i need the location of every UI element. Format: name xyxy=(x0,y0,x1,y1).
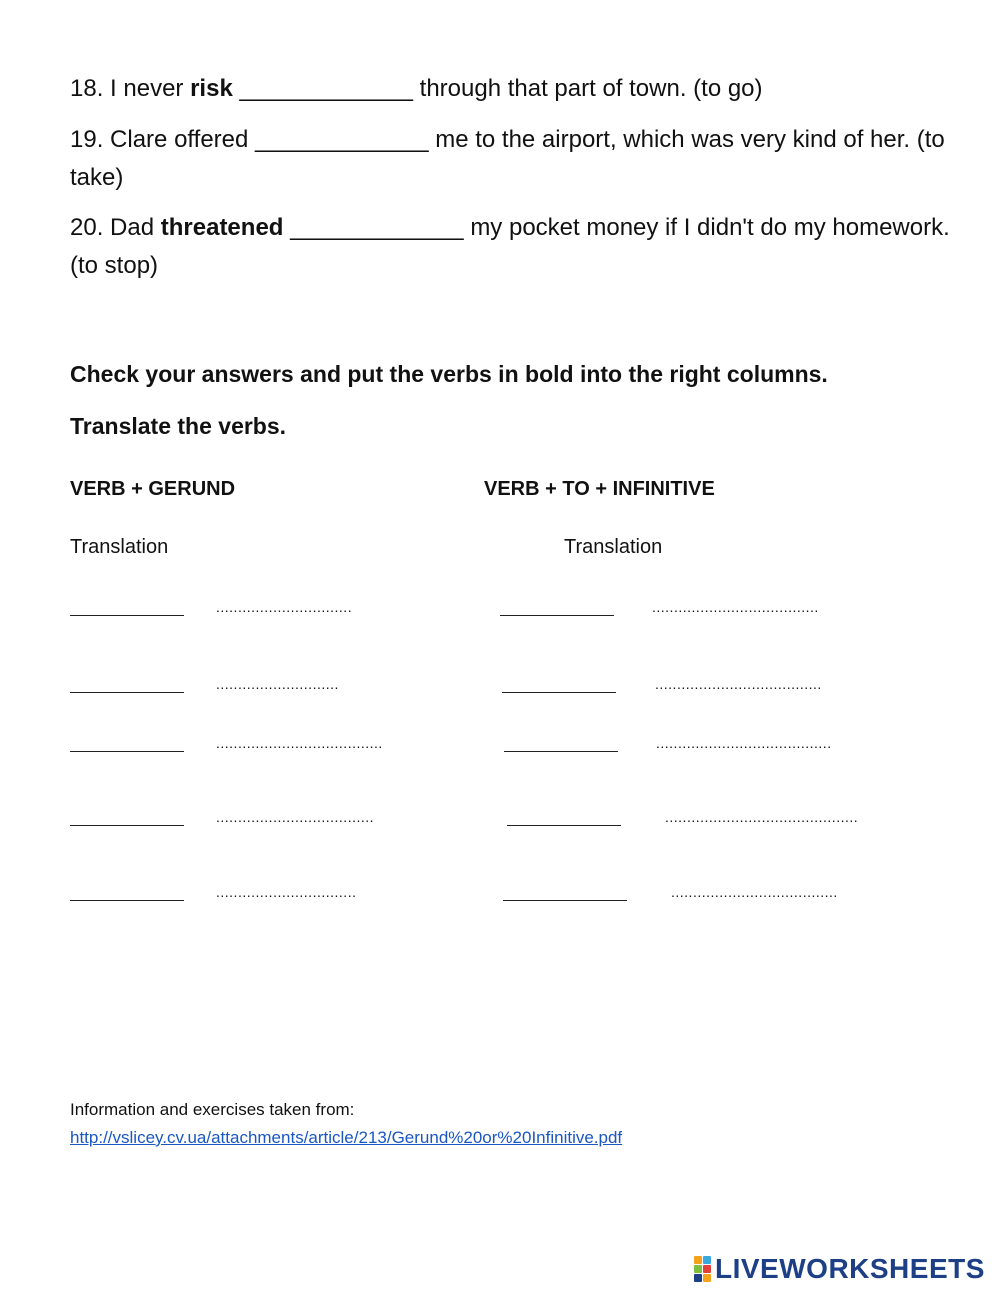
gerund-translation-dots[interactable]: ...................................... xyxy=(216,735,383,751)
infinitive-translation-dots[interactable]: ........................................ xyxy=(656,735,832,751)
gerund-answer-line[interactable] xyxy=(70,751,184,752)
logo-block xyxy=(694,1265,702,1273)
infinitive-answer-line[interactable] xyxy=(504,751,618,752)
answer-blank[interactable]: _____________ xyxy=(255,126,436,153)
translation-label-right: Translation xyxy=(564,536,663,558)
source-link[interactable]: http://vslicey.cv.ua/attachments/article/213/Gerund%20or%20Infinitive.pdf xyxy=(70,1128,623,1147)
logo-text: LIVEWORKSHEETS xyxy=(715,1253,985,1284)
gerund-translation-dots[interactable]: ............................ xyxy=(216,676,339,692)
question-number: 19. xyxy=(70,126,104,153)
infinitive-answer-line[interactable] xyxy=(503,900,627,901)
gerund-answer-line[interactable] xyxy=(70,692,184,693)
question-19: 19. Clare offered _____________ me to the airport, which was very kind of her. (to take) xyxy=(70,126,945,191)
infinitive-translation-dots[interactable]: ...................................... xyxy=(671,884,838,900)
logo-block xyxy=(703,1256,711,1264)
logo-block xyxy=(703,1265,711,1273)
bold-verb: risk xyxy=(190,75,233,102)
logo-block xyxy=(703,1274,711,1282)
question-20: 20. Dad threatened _____________ my pocket money if I didn't do my homework. (to stop) xyxy=(70,214,950,279)
gerund-answer-line[interactable] xyxy=(70,825,184,826)
liveworksheets-logo xyxy=(694,1254,985,1284)
gerund-translation-dots[interactable]: ............................... xyxy=(216,599,353,615)
infinitive-translation-dots[interactable]: ............................................ xyxy=(665,809,859,825)
answer-blank[interactable]: _____________ xyxy=(283,214,471,241)
infinitive-translation-dots[interactable]: ...................................... xyxy=(655,676,822,692)
instruction-translate: Translate the verbs. xyxy=(70,413,287,439)
gerund-column-title: VERB + GERUND xyxy=(70,478,236,500)
infinitive-translation-dots[interactable]: ...................................... xyxy=(652,599,819,615)
infinitive-answer-line[interactable] xyxy=(502,692,616,693)
source-label: Information and exercises taken from: xyxy=(70,1100,355,1119)
translation-label-left: Translation xyxy=(70,536,169,558)
infinitive-answer-line[interactable] xyxy=(500,615,614,616)
question-number: 20. xyxy=(70,214,104,241)
logo-block xyxy=(694,1274,702,1282)
gerund-answer-line[interactable] xyxy=(70,900,184,901)
question-number: 18. xyxy=(70,75,104,102)
gerund-answer-line[interactable] xyxy=(70,615,184,616)
answer-blank[interactable]: _____________ xyxy=(232,75,420,102)
logo-block xyxy=(694,1256,702,1264)
infinitive-answer-line[interactable] xyxy=(507,825,621,826)
instruction-check: Check your answers and put the verbs in bold into the right columns. xyxy=(70,361,828,387)
bold-verb: threatened xyxy=(160,214,284,241)
infinitive-column-title: VERB + TO + INFINITIVE xyxy=(484,478,715,500)
question-18: 18. I never risk _____________ through that part of town. (to go) xyxy=(70,75,763,102)
logo-blocks-icon xyxy=(694,1256,711,1282)
gerund-translation-dots[interactable]: ................................ xyxy=(216,884,357,900)
gerund-translation-dots[interactable]: .................................... xyxy=(216,809,375,825)
